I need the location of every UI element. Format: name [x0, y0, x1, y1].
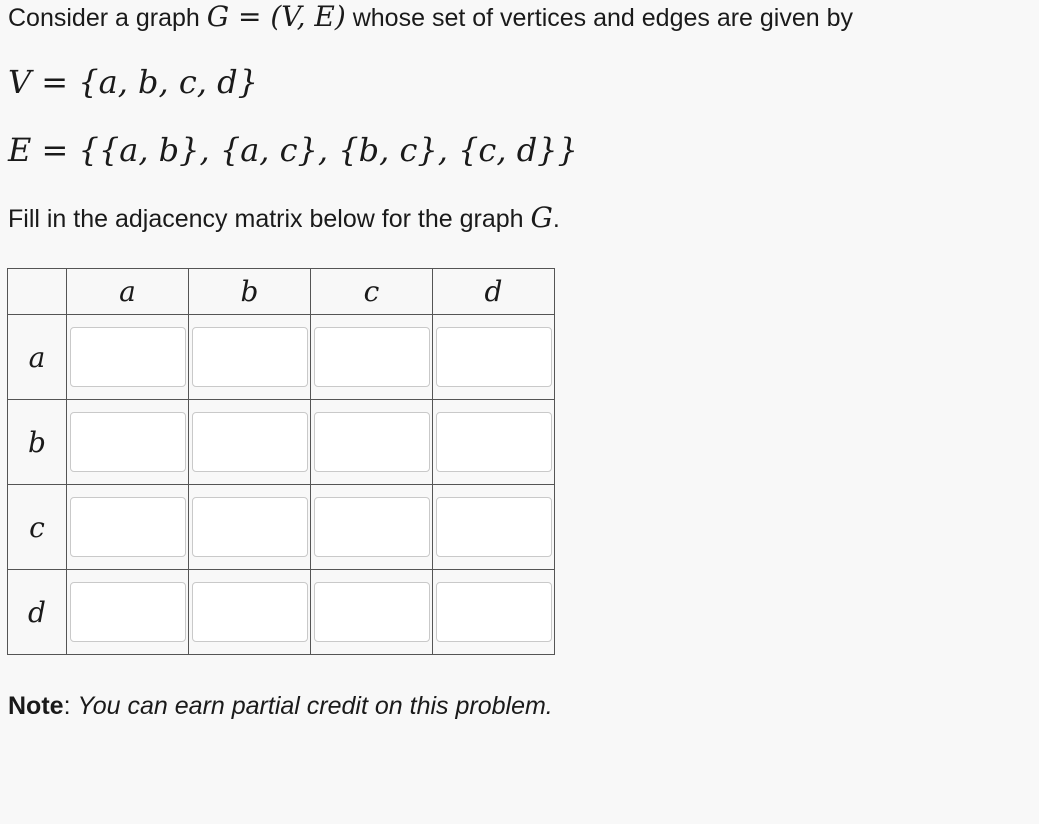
answer-input-d-a[interactable]: [70, 582, 186, 642]
adjacency-matrix: [7, 268, 555, 655]
answer-input-c-d[interactable]: [436, 497, 552, 557]
answer-input-b-d[interactable]: [436, 412, 552, 472]
answer-input-a-b[interactable]: [192, 327, 308, 387]
note-separator: :: [63, 692, 78, 720]
partial-credit-note: [8, 688, 553, 724]
row-header-label: d: [28, 595, 46, 629]
row-header-a: [8, 315, 67, 400]
matrix-cell-b-a: [67, 400, 189, 485]
answer-input-a-a[interactable]: [70, 327, 186, 387]
matrix-cell-a-a: [67, 315, 189, 400]
matrix-cell-a-d: [433, 315, 555, 400]
intro-suffix: whose set of vertices and edges are given by: [345, 4, 854, 32]
instruction: [8, 200, 560, 237]
row-header-c: [8, 485, 67, 570]
row-header-b: [8, 400, 67, 485]
answer-input-b-c[interactable]: [314, 412, 430, 472]
column-header-d: [433, 269, 555, 315]
answer-input-c-a[interactable]: [70, 497, 186, 557]
matrix-cell-c-d: [433, 485, 555, 570]
answer-input-d-c[interactable]: [314, 582, 430, 642]
answer-input-b-b[interactable]: [192, 412, 308, 472]
matrix-cell-d-d: [433, 570, 555, 655]
matrix-row-a: [8, 315, 555, 400]
answer-input-d-b[interactable]: [192, 582, 308, 642]
answer-input-a-d[interactable]: [436, 327, 552, 387]
matrix-row-c: [8, 485, 555, 570]
instruction-prefix: Fill in the adjacency matrix below for the graph: [8, 205, 531, 233]
instruction-graph-symbol: G: [530, 201, 553, 234]
intro-prefix: Consider a graph: [8, 4, 207, 32]
matrix-cell-b-d: [433, 400, 555, 485]
column-header-c: [311, 269, 433, 315]
matrix-corner: [8, 269, 67, 315]
matrix-row-b: [8, 400, 555, 485]
note-label: Note: [8, 692, 64, 720]
answer-input-a-c[interactable]: [314, 327, 430, 387]
matrix-cell-d-b: [189, 570, 311, 655]
instruction-suffix: .: [552, 205, 560, 233]
matrix-cell-b-b: [189, 400, 311, 485]
vertex-set: V = {a, b, c, d}: [8, 63, 258, 101]
answer-input-c-c[interactable]: [314, 497, 430, 557]
column-header-label: b: [240, 275, 259, 308]
matrix-header-row: [8, 269, 555, 315]
matrix-cell-c-b: [189, 485, 311, 570]
matrix-cell-d-a: [67, 570, 189, 655]
answer-input-d-d[interactable]: [436, 582, 552, 642]
matrix-cell-d-c: [311, 570, 433, 655]
intro-graph-notation: G = (V, E): [206, 0, 346, 33]
problem-intro: [8, 0, 853, 35]
column-header-a: [67, 269, 189, 315]
answer-input-b-a[interactable]: [70, 412, 186, 472]
matrix-cell-b-c: [311, 400, 433, 485]
column-header-label: a: [119, 275, 136, 308]
matrix-cell-c-a: [67, 485, 189, 570]
column-header-label: c: [363, 275, 380, 308]
row-header-label: b: [28, 425, 46, 459]
column-header-label: d: [484, 275, 503, 308]
row-header-label: a: [28, 340, 46, 374]
answer-input-c-b[interactable]: [192, 497, 308, 557]
row-header-label: c: [29, 510, 45, 544]
column-header-b: [189, 269, 311, 315]
note-text: You can earn partial credit on this problem.: [77, 692, 553, 720]
matrix-cell-a-b: [189, 315, 311, 400]
matrix-cell-a-c: [311, 315, 433, 400]
edge-set: E = {{a, b}, {a, c}, {b, c}, {c, d}}: [8, 131, 578, 169]
row-header-d: [8, 570, 67, 655]
matrix-row-d: [8, 570, 555, 655]
matrix-cell-c-c: [311, 485, 433, 570]
